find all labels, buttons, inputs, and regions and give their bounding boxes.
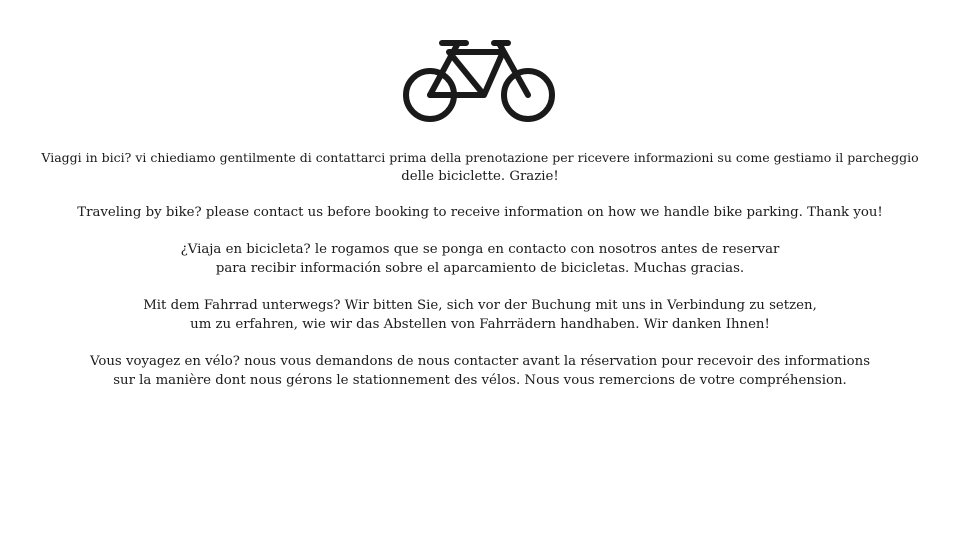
notice-german <box>40 296 920 334</box>
notice-spanish-line2: para recibir información sobre el aparcamiento de bicicletas. Muchas gracias. <box>215 261 745 276</box>
notice-english-line1: Traveling by bike? please contact us before booking to receive information on how we handle bike parking. Thank you! <box>77 205 883 220</box>
notice-german-line2: um zu erfahren, wie wir das Abstellen von Fahrrädern handhaben. Wir danken Ihnen! <box>190 317 770 332</box>
notice-french-line2: sur la manière dont nous gérons le stationnement des vélos. Nous vous remercions de votre compréhension. <box>113 373 847 388</box>
notice-spanish <box>40 240 920 278</box>
notice-english <box>40 203 920 222</box>
notice-french <box>40 352 920 390</box>
notice-german-line1: Mit dem Fahrrad unterwegs? Wir bitten Sie, sich vor der Buchung mit uns in Verbindung zu setzen, <box>143 298 817 313</box>
bicycle-icon <box>402 38 558 124</box>
notice-italian <box>40 148 920 186</box>
notice-italian-line1: Viaggi in bici? vi chiediamo gentilmente di contattarci prima della prenotazione per ricevere informazioni su come gestiamo il parcheggio <box>41 150 919 165</box>
notice-spanish-line1: ¿Viaja en bicicleta? le rogamos que se ponga en contacto con nosotros antes de reservar <box>180 242 780 257</box>
notice-italian-line2: delle biciclette. Grazie! <box>401 169 559 184</box>
notice-french-line1: Vous voyagez en vélo? nous vous demandons de nous contacter avant la réservation pour recevoir des informations <box>89 354 871 369</box>
